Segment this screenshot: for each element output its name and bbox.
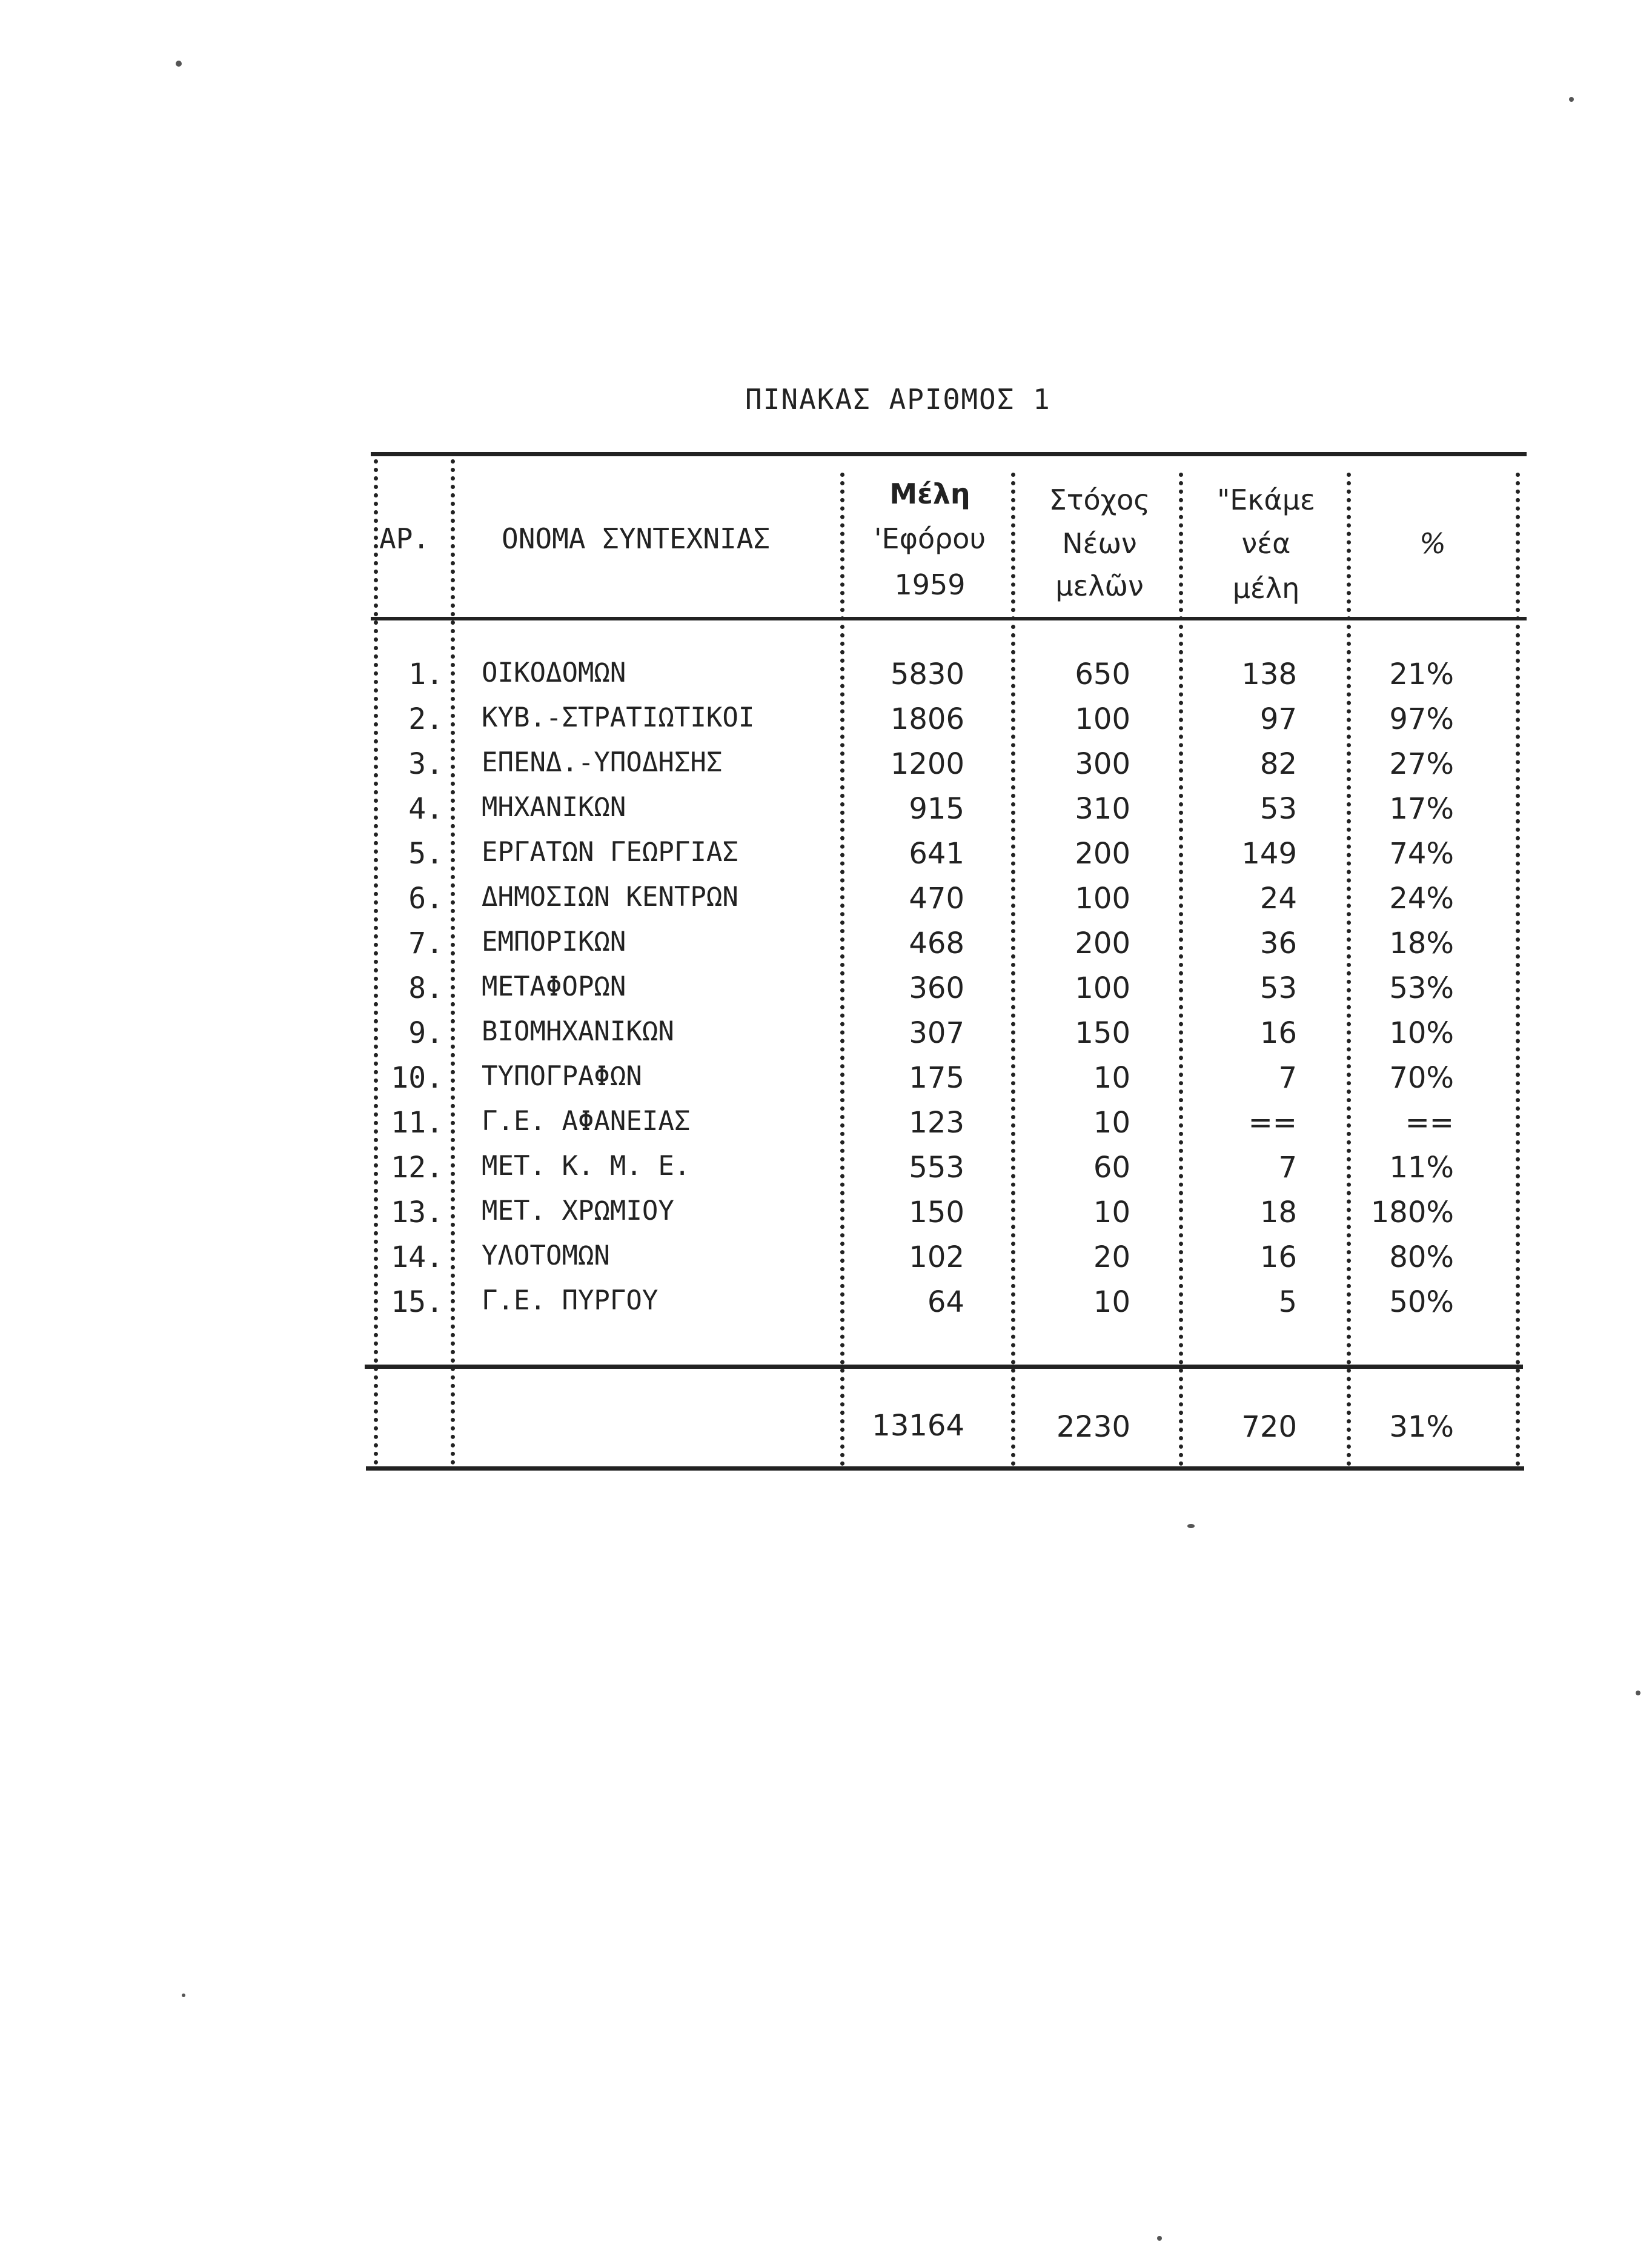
- scan-speck: [1187, 1524, 1195, 1528]
- col-sep-name: [840, 473, 844, 1466]
- scan-speck: [1157, 2236, 1162, 2241]
- row-percentage: 10%: [1389, 1016, 1454, 1050]
- row-new-members: 18: [1259, 1195, 1297, 1229]
- header-name: ΟΝΟΜΑ ΣΥΝΤΕΧΝΙΑΣ: [502, 522, 771, 555]
- row-target-new-members: 200: [1075, 837, 1130, 871]
- row-members-1959: 102: [909, 1240, 964, 1274]
- col-sep-new: [1347, 473, 1351, 1466]
- row-members-1959: 307: [909, 1016, 964, 1050]
- row-number: 15.: [391, 1285, 443, 1319]
- row-target-new-members: 300: [1075, 747, 1130, 781]
- row-members-1959: 468: [909, 926, 964, 960]
- row-members-1959: 64: [927, 1285, 964, 1319]
- row-new-members: 53: [1259, 971, 1297, 1005]
- table-title: ΠΙΝΑΚΑΣ ΑΡΙΘΜΟΣ 1: [745, 383, 1051, 416]
- row-target-new-members: 100: [1075, 971, 1130, 1005]
- row-new-members: ==: [1248, 1106, 1297, 1140]
- row-number: 5.: [408, 837, 443, 871]
- row-number: 3.: [408, 747, 443, 781]
- row-number: 14.: [391, 1240, 443, 1274]
- row-percentage: 18%: [1389, 926, 1454, 960]
- row-union-name: ΕΜΠΟΡΙΚΩΝ: [482, 926, 626, 957]
- scan-speck: [1569, 97, 1574, 102]
- row-percentage: 27%: [1389, 747, 1454, 781]
- row-percentage: 180%: [1370, 1195, 1454, 1229]
- row-target-new-members: 200: [1075, 926, 1130, 960]
- row-union-name: ΕΡΓΑΤΩΝ ΓΕΩΡΓΙΑΣ: [482, 837, 738, 868]
- scan-speck: [1636, 1691, 1640, 1695]
- row-members-1959: 1200: [890, 747, 964, 781]
- header-target-line1: Στόχος: [1049, 484, 1150, 516]
- total-new: 720: [1241, 1410, 1297, 1444]
- row-members-1959: 175: [909, 1061, 964, 1095]
- row-members-1959: 641: [909, 837, 964, 871]
- total-members: 13164: [872, 1409, 964, 1443]
- scan-speck: [182, 1994, 185, 1997]
- row-members-1959: 915: [909, 792, 964, 826]
- col-sep-right: [1516, 473, 1520, 1466]
- header-members-line1: Μέλη: [889, 477, 970, 510]
- header-members-line2: 'Εφόρου: [874, 522, 986, 555]
- row-union-name: Γ.Ε. ΠΥΡΓΟΥ: [482, 1285, 658, 1316]
- header-new-line2: νέα: [1241, 527, 1291, 560]
- row-percentage: 50%: [1389, 1285, 1454, 1319]
- row-percentage: 11%: [1389, 1151, 1454, 1185]
- row-union-name: ΜΗΧΑΝΙΚΩΝ: [482, 792, 626, 823]
- col-sep-target: [1179, 473, 1183, 1466]
- total-target: 2230: [1056, 1410, 1130, 1444]
- row-percentage: 70%: [1389, 1061, 1454, 1095]
- row-members-1959: 5830: [890, 657, 964, 691]
- row-union-name: Γ.Ε. ΑΦΑΝΕΙΑΣ: [482, 1106, 691, 1137]
- row-union-name: ΕΠΕΝΔ.-ΥΠΟΔΗΣΗΣ: [482, 747, 723, 778]
- row-new-members: 53: [1259, 792, 1297, 826]
- header-bottom-rule: [371, 617, 1527, 620]
- row-number: 4.: [408, 792, 443, 826]
- header-members-line3: 1959: [894, 568, 966, 601]
- scan-speck: [176, 61, 182, 67]
- row-target-new-members: 100: [1075, 882, 1130, 916]
- row-new-members: 82: [1259, 747, 1297, 781]
- row-new-members: 7: [1278, 1061, 1297, 1095]
- row-new-members: 97: [1259, 702, 1297, 736]
- row-percentage: 53%: [1389, 971, 1454, 1005]
- col-sep-left: [374, 459, 378, 1465]
- row-number: 11.: [391, 1106, 443, 1140]
- row-percentage: ==: [1405, 1106, 1454, 1140]
- row-members-1959: 123: [909, 1106, 964, 1140]
- row-target-new-members: 10: [1093, 1285, 1130, 1319]
- row-new-members: 138: [1241, 657, 1297, 691]
- row-target-new-members: 10: [1093, 1061, 1130, 1095]
- row-target-new-members: 150: [1075, 1016, 1130, 1050]
- col-sep-members: [1011, 473, 1015, 1466]
- row-union-name: ΚΥΒ.-ΣΤΡΑΤΙΩΤΙΚΟΙ: [482, 702, 755, 733]
- row-target-new-members: 10: [1093, 1195, 1130, 1229]
- row-target-new-members: 100: [1075, 702, 1130, 736]
- row-members-1959: 553: [909, 1151, 964, 1185]
- row-new-members: 16: [1259, 1016, 1297, 1050]
- row-percentage: 74%: [1389, 837, 1454, 871]
- row-new-members: 36: [1259, 926, 1297, 960]
- row-number: 13.: [391, 1195, 443, 1229]
- row-members-1959: 1806: [890, 702, 964, 736]
- row-number: 9.: [408, 1016, 443, 1050]
- header-pct: %: [1419, 527, 1446, 560]
- row-percentage: 24%: [1389, 882, 1454, 916]
- row-number: 2.: [408, 702, 443, 736]
- row-new-members: 24: [1259, 882, 1297, 916]
- totals-bottom-rule: [366, 1466, 1524, 1471]
- row-number: 8.: [408, 971, 443, 1005]
- header-num: ΑΡ.: [379, 522, 430, 555]
- top-rule: [371, 452, 1527, 456]
- row-members-1959: 470: [909, 882, 964, 916]
- row-new-members: 7: [1278, 1151, 1297, 1185]
- row-number: 6.: [408, 882, 443, 916]
- row-number: 12.: [391, 1151, 443, 1185]
- row-members-1959: 150: [909, 1195, 964, 1229]
- total-pct: 31%: [1389, 1410, 1454, 1444]
- row-target-new-members: 60: [1093, 1151, 1130, 1185]
- header-target-line3: μελῶν: [1055, 570, 1144, 602]
- row-new-members: 16: [1259, 1240, 1297, 1274]
- row-union-name: ΤΥΠΟΓΡΑΦΩΝ: [482, 1061, 642, 1092]
- row-percentage: 80%: [1389, 1240, 1454, 1274]
- row-number: 1.: [408, 657, 443, 691]
- row-members-1959: 360: [909, 971, 964, 1005]
- row-target-new-members: 10: [1093, 1106, 1130, 1140]
- row-percentage: 21%: [1389, 657, 1454, 691]
- row-percentage: 97%: [1389, 702, 1454, 736]
- row-union-name: ΜΕΤΑΦΟΡΩΝ: [482, 971, 626, 1002]
- row-target-new-members: 20: [1093, 1240, 1130, 1274]
- row-union-name: ΜΕΤ. Κ. Μ. Ε.: [482, 1151, 691, 1182]
- row-union-name: ΒΙΟΜΗΧΑΝΙΚΩΝ: [482, 1016, 674, 1047]
- row-union-name: ΜΕΤ. ΧΡΩΜΙΟΥ: [482, 1195, 674, 1226]
- header-new-line1: "Εκάμε: [1217, 484, 1315, 516]
- row-new-members: 5: [1278, 1285, 1297, 1319]
- row-new-members: 149: [1241, 837, 1297, 871]
- header-new-line3: μέλη: [1232, 572, 1300, 605]
- row-percentage: 17%: [1389, 792, 1454, 826]
- row-union-name: ΔΗΜΟΣΙΩΝ ΚΕΝΤΡΩΝ: [482, 882, 738, 913]
- row-target-new-members: 650: [1075, 657, 1130, 691]
- row-number: 7.: [408, 926, 443, 960]
- header-target-line2: Νέων: [1062, 527, 1137, 560]
- row-union-name: ΥΛΟΤΟΜΩΝ: [482, 1240, 610, 1271]
- col-sep-num: [451, 459, 455, 1465]
- row-number: 10.: [391, 1061, 443, 1095]
- row-target-new-members: 310: [1075, 792, 1130, 826]
- row-union-name: ΟΙΚΟΔΟΜΩΝ: [482, 657, 626, 688]
